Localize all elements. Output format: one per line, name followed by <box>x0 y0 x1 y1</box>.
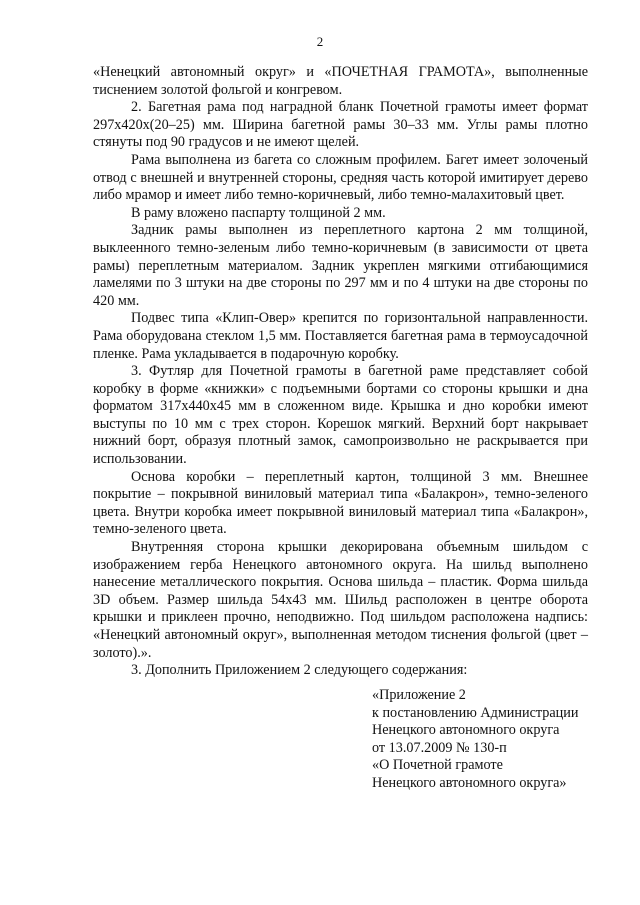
appendix-header <box>372 687 632 793</box>
appendix-line: к постановлению Администрации <box>372 704 579 721</box>
paragraph-hanger: Подвес типа «Клип-Овер» крепится по горизонтальной направленности. Рама оборудована стеклом 1,5 мм. Поставляется багетная рама в термоусадочной пленке. Рама укладывается в подарочную коробку. <box>93 310 588 362</box>
paragraph-continuation: «Ненецкий автономный округ» и «ПОЧЕТНАЯ ГРАМОТА», выполненные тиснением золотой фольгой и конгревом. <box>93 64 588 98</box>
page-number: 2 <box>316 34 324 49</box>
paragraph-case: 3. Футляр для Почетной грамоты в багетной раме представляет собой коробку в форме «книжки» с подъемными бортами со стороны крышки и дна форматом 317х440х45 мм в сложенном виде. Крышка и дно коробки имеют выступы по 10 мм с трех сторон. Корешок мягкий. Верхний борт накрывает нижний борт, образуя плотный замок, самопроизвольно не раскрывается при использовании. <box>93 363 588 468</box>
appendix-line: Ненецкого автономного округа» <box>372 774 567 791</box>
paragraph-passe-partout: В раму вложено паспарту толщиной 2 мм. <box>131 204 386 221</box>
paragraph-box-base: Основа коробки – переплетный картон, толщиной 3 мм. Внешнее покрытие – покрывной виниловый материал типа «Балакрон», темно-зеленого цвета. Внутри коробка имеет покрывной виниловый материал типа «Балакрон», темно-зеленого цвета. <box>93 468 588 538</box>
appendix-line: «О Почетной грамоте <box>372 757 503 774</box>
paragraph-frame-back: Задник рамы выполнен из переплетного картона 2 мм толщиной, выклеенного темно-зеленым либо темно-коричневым (в зависимости от цвета рамы) переплетным материалом. Задник укреплен мягкими отгибающимися ламелями по 3 штуки на две стороны по 297 мм и по 4 штуки на две стороны по 420 мм. <box>93 222 588 309</box>
document-body <box>93 64 588 680</box>
appendix-line: Ненецкого автономного округа <box>372 722 560 739</box>
paragraph-frame-profile: Рама выполнена из багета со сложным профилем. Багет имеет золоченый отвод с внешней и внутренней стороны, средняя часть которой имитирует дерево либо мрамор и имеет либо темно-коричневый, либо темно-малахитовый цвет. <box>93 151 588 204</box>
paragraph-supplement: 3. Дополнить Приложением 2 следующего содержания: <box>131 662 468 679</box>
paragraph-nameplate: Внутренняя сторона крышки декорирована объемным шильдом с изображением герба Ненецкого автономного округа. На шильд выполнено нанесение металлического покрытия. Основа шильда – пластик. Форма шильда 3D объем. Размер шильда 54х43 мм. Шильд расположен в центре оборота крышки и приклеен прочно, неподвижно. Под шильдом расположена надпись: «Ненецкий автономный округ», выполненная методом тиснения фольгой (цвет – золото).». <box>93 539 588 661</box>
appendix-line: от 13.07.2009 № 130-п <box>372 739 507 756</box>
appendix-line: «Приложение 2 <box>372 687 466 703</box>
paragraph-frame-format: 2. Багетная рама под наградной бланк Почетной грамоты имеет формат 297х420х(20–25) мм. Ширина багетной рамы 30–33 мм. Углы рамы плотно стянуты под 90 градусов и не имеют щелей. <box>93 99 588 151</box>
